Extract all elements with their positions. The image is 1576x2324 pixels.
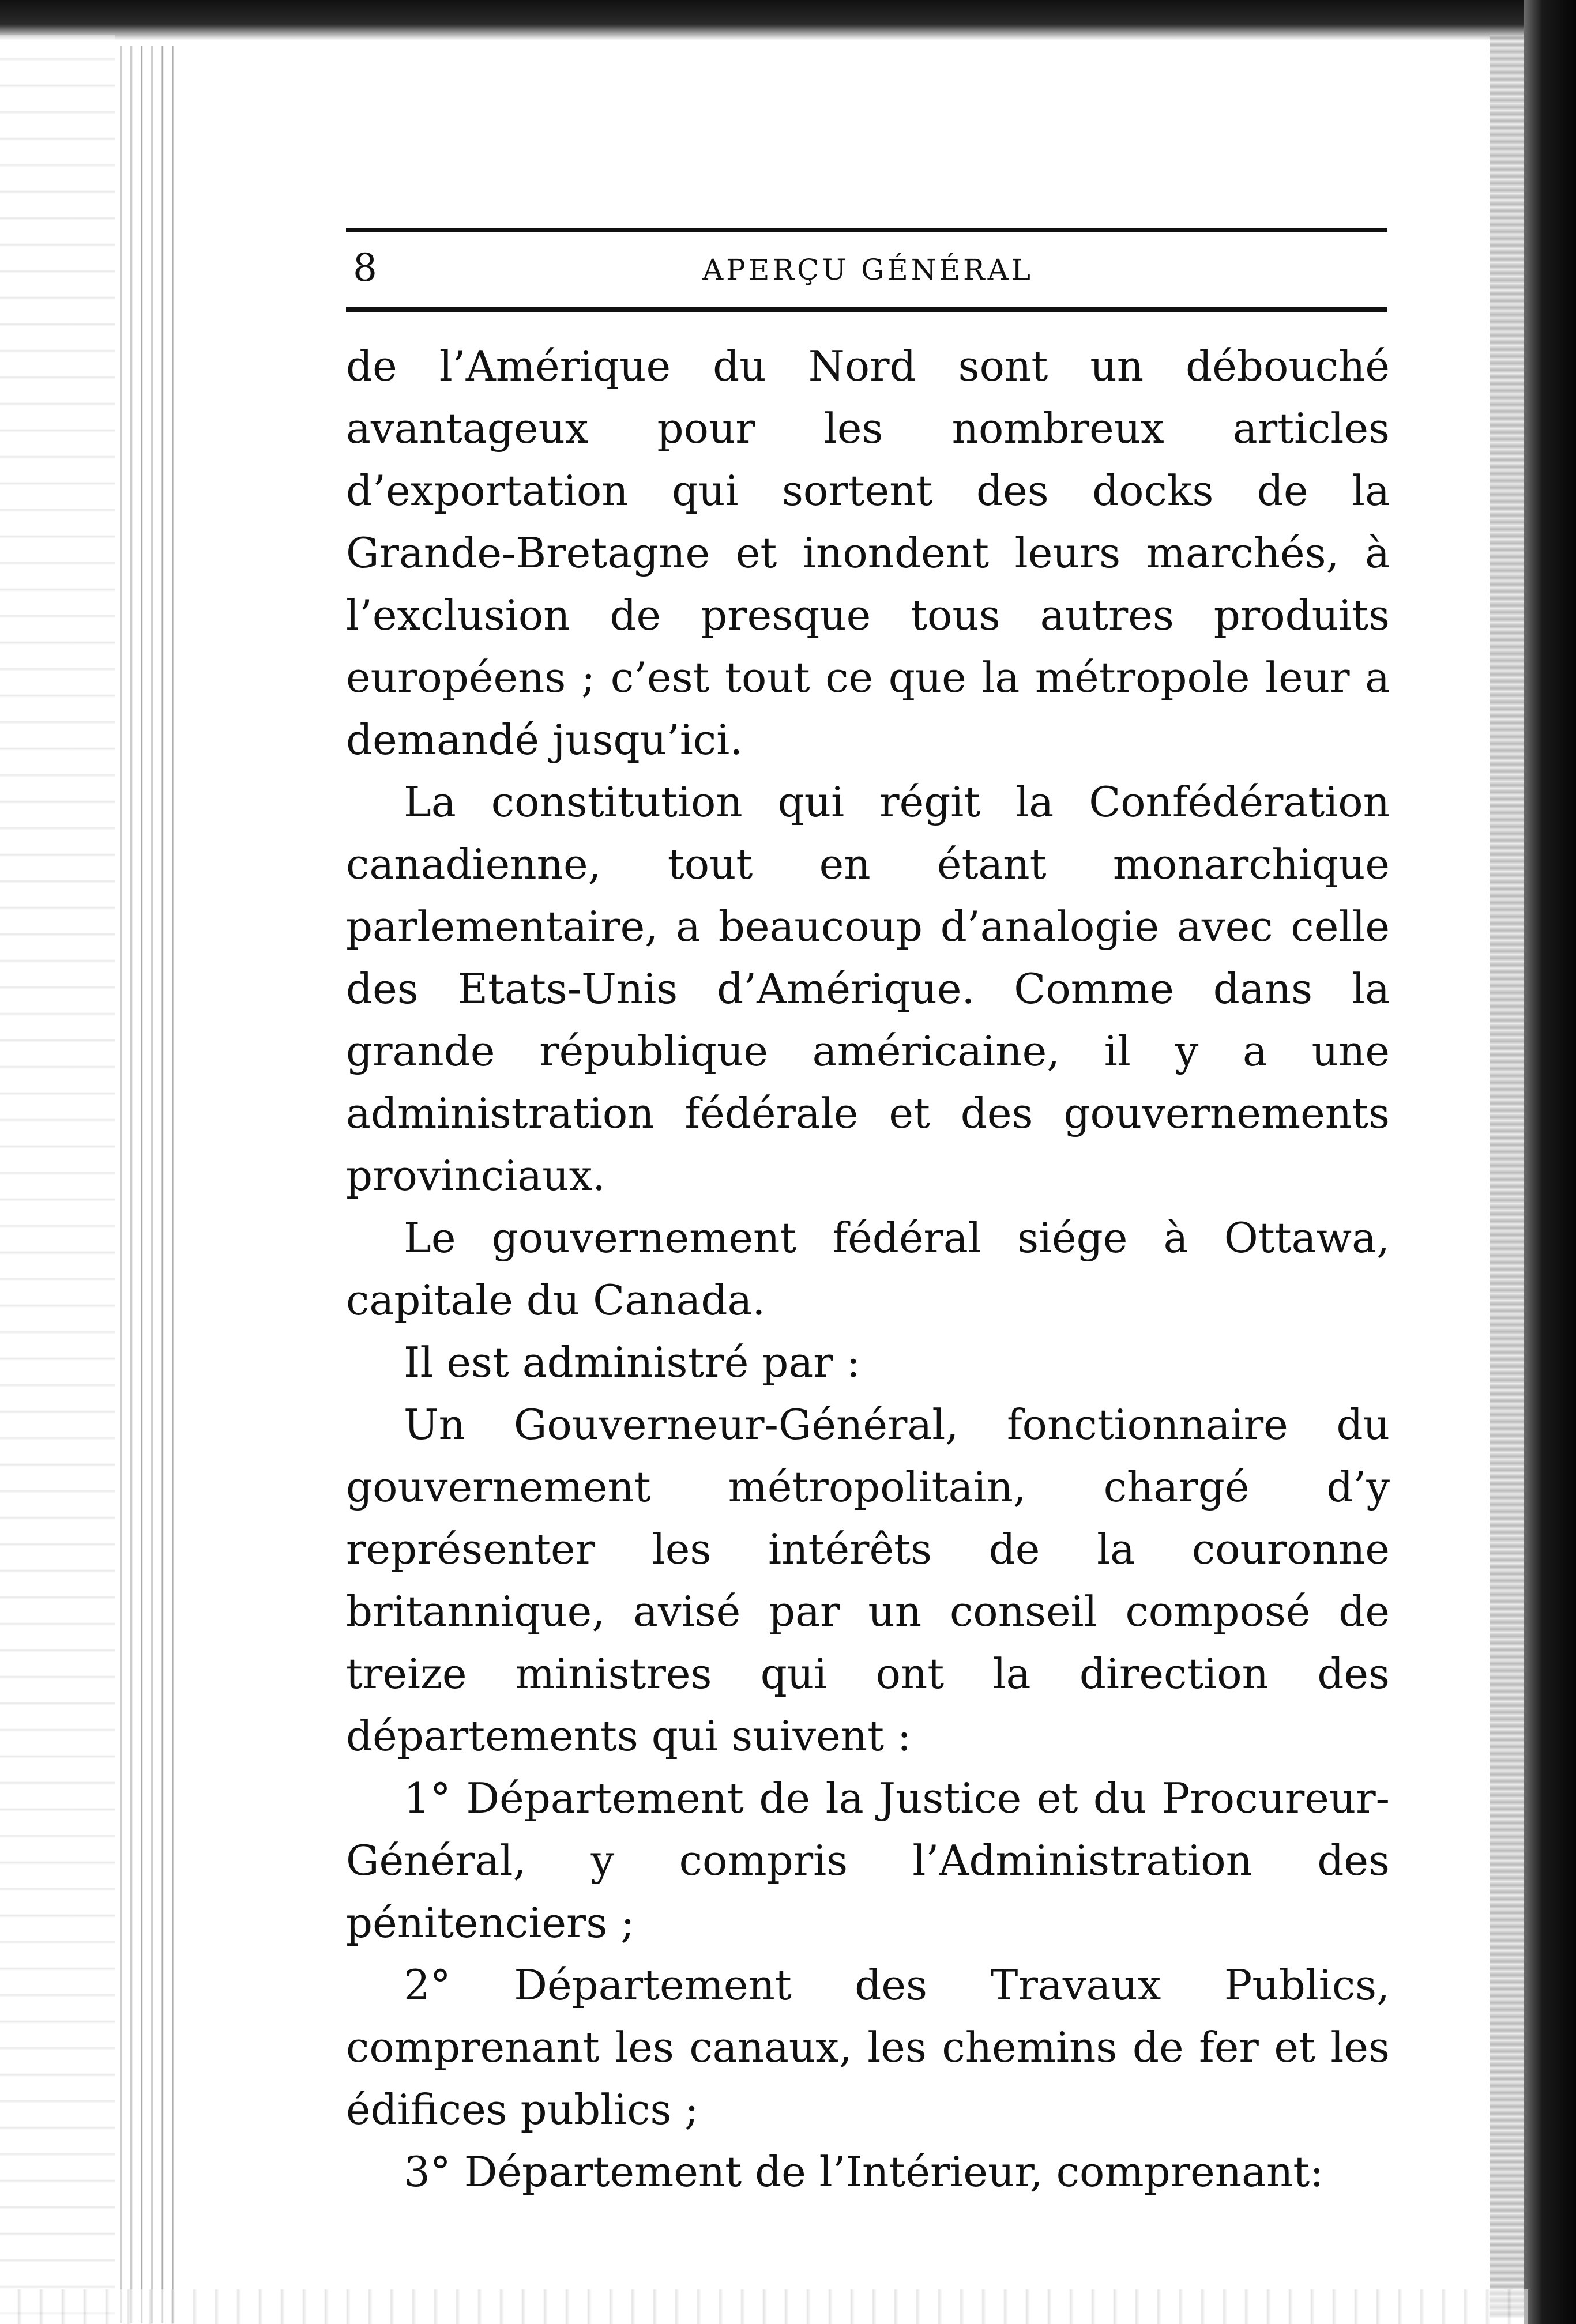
scan-bottom-noise <box>0 2289 1528 2324</box>
list-item: 3° Département de l’Intérieur, comprenant: <box>404 2148 1324 2196</box>
running-head: APERÇU GÉNÉRAL <box>702 253 1033 287</box>
paragraph: Le gouvernement fédéral siége à Ottawa, capitale du Canada. <box>346 1214 1390 1324</box>
paragraph: de l’Amérique du Nord sont un débouché avantageux pour les nombreux articles d’exportation qui sortent des docks de la Grande-Bretagne et inondent leurs marchés, à l’exclusion de presque tous autres produits européens ; c’est tout ce que la métropole leur a demandé jusqu’ici. <box>346 342 1390 764</box>
scan-top-border <box>0 0 1576 40</box>
paragraph: Un Gouverneur-Général, fonctionnaire du gouvernement métropolitain, chargé d’y représenter les intérêts de la couronne britannique, avisé par un conseil composé de treize ministres qui ont la direction des départements qui suivent : <box>346 1400 1390 1760</box>
body-text <box>346 335 1390 2203</box>
page-number: 8 <box>353 246 377 290</box>
header-top-rule <box>346 228 1387 232</box>
page-edge-stack <box>115 46 179 2323</box>
scan-right-border <box>1524 0 1576 2324</box>
scan-left-noise <box>0 35 115 2324</box>
paragraph: La constitution qui régit la Confédération canadienne, tout en étant monarchique parlementaire, a beaucoup d’analogie avec celle des Etats-Unis d’Amérique. Comme dans la grande république américaine, il y a une administration fédérale et des gouvernements provinciaux. <box>346 778 1390 1200</box>
scan-right-edge <box>1490 35 1524 2318</box>
page-header <box>346 232 1390 307</box>
list-item: 1° Département de la Justice et du Procureur-Général, y compris l’Administration des pénitenciers ; <box>346 1774 1390 1947</box>
book-page <box>346 228 1390 2203</box>
header-bottom-rule <box>346 307 1387 312</box>
list-item: 2° Département des Travaux Publics, comprenant les canaux, les chemins de fer et les édifices publics ; <box>346 1961 1390 2134</box>
paragraph: Il est administré par : <box>404 1338 860 1387</box>
